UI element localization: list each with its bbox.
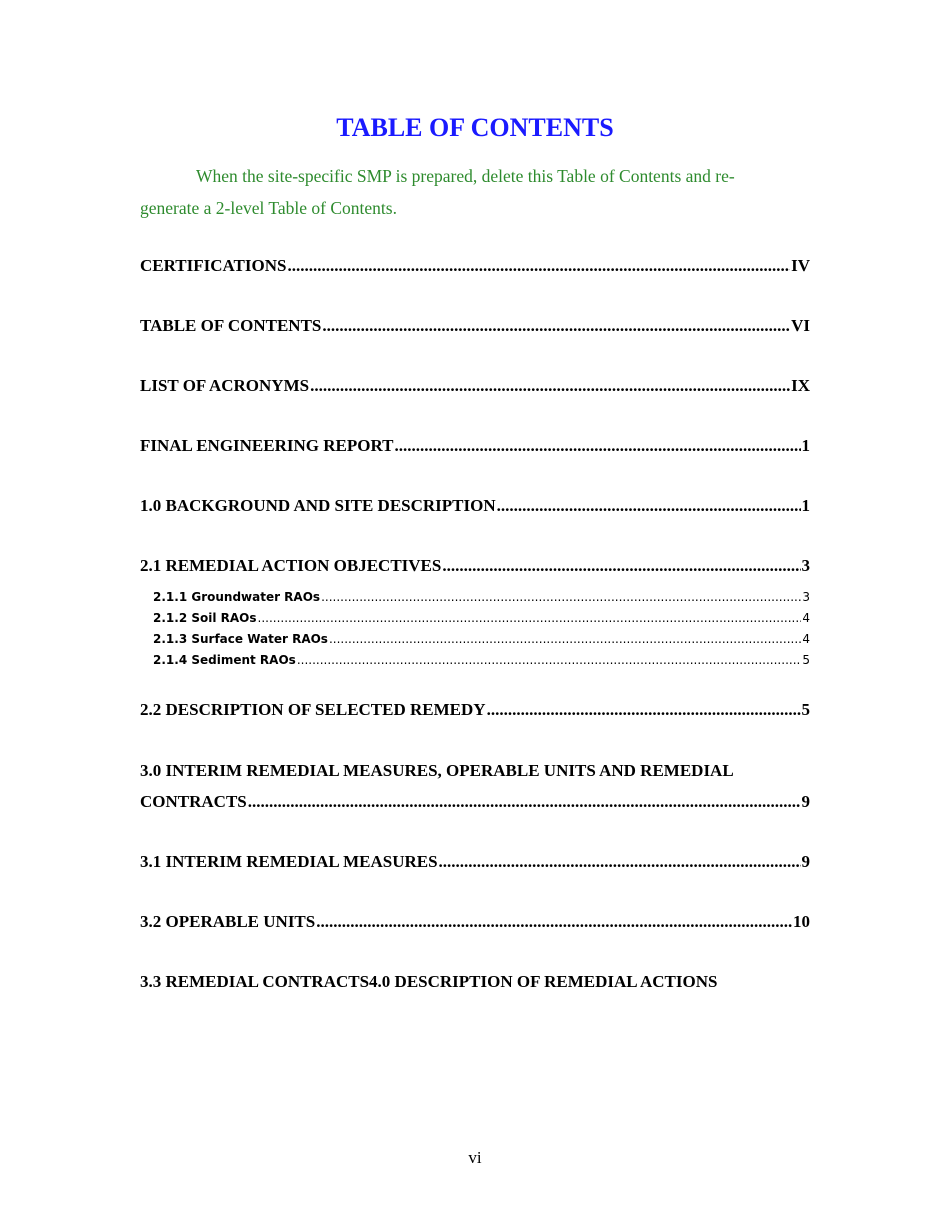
toc-subentry-soil-raos[interactable] <box>153 608 810 628</box>
toc-entry-background[interactable] <box>140 494 810 518</box>
toc-leader-dots <box>297 650 802 670</box>
toc-page-number: 3 <box>801 556 810 575</box>
toc-page-number: 3 <box>802 590 810 604</box>
toc-leader-dots <box>258 608 802 628</box>
toc-page-number: 4 <box>802 632 810 646</box>
toc-entry-interim-measures-heading-line2[interactable] <box>140 790 810 814</box>
toc-entry-label: CERTIFICATIONS <box>140 256 287 275</box>
toc-page-number: 10 <box>793 912 810 931</box>
footer-page-number: vi <box>468 1148 482 1167</box>
toc-leader-dots <box>310 374 790 398</box>
toc-subentry-label: 2.1.1 Groundwater RAOs <box>153 590 321 604</box>
toc-page-number: 9 <box>801 852 810 871</box>
toc-entry-certifications[interactable] <box>140 254 810 278</box>
toc-leader-dots <box>248 790 801 814</box>
toc-entry-interim-measures-heading-line1[interactable]: 3.0 INTERIM REMEDIAL MEASURES, OPERABLE UNITS AND REMEDIAL <box>140 761 734 780</box>
toc-leader-dots <box>442 554 800 578</box>
toc-entry-label: 3.1 INTERIM REMEDIAL MEASURES <box>140 852 438 871</box>
toc-leader-dots <box>287 254 790 278</box>
toc-subentry-label: 2.1.3 Surface Water RAOs <box>153 632 328 646</box>
toc-entry-selected-remedy[interactable] <box>140 698 810 722</box>
toc-entry-remedial-contracts[interactable]: 3.3 REMEDIAL CONTRACTS4.0 DESCRIPTION OF REMEDIAL ACTIONS <box>140 972 718 991</box>
toc-entry-label: TABLE OF CONTENTS <box>140 316 322 335</box>
toc-leader-dots <box>497 494 801 518</box>
toc-entry-label: LIST OF ACRONYMS <box>140 376 310 395</box>
toc-leader-dots <box>395 434 801 458</box>
toc-page-number: 1 <box>801 436 810 455</box>
toc-page-number: 4 <box>802 611 810 625</box>
toc-entry-label: FINAL ENGINEERING REPORT <box>140 436 394 455</box>
toc-entry-interim-remedial-measures[interactable] <box>140 850 810 874</box>
toc-leader-dots <box>316 910 792 934</box>
toc-entry-label: 1.0 BACKGROUND AND SITE DESCRIPTION <box>140 496 496 515</box>
toc-leader-dots <box>321 587 801 607</box>
toc-entry-label: 3.2 OPERABLE UNITS <box>140 912 316 931</box>
toc-entry-label: CONTRACTS <box>140 792 247 811</box>
toc-page-number: VI <box>791 316 810 335</box>
toc-page-number: 5 <box>801 700 810 719</box>
page-title: TABLE OF CONTENTS <box>336 113 614 142</box>
toc-page-number: 5 <box>802 653 810 667</box>
toc-page-number: 9 <box>801 792 810 811</box>
toc-entry-table-of-contents[interactable] <box>140 314 810 338</box>
toc-entry-final-engineering-report[interactable] <box>140 434 810 458</box>
toc-leader-dots <box>322 314 790 338</box>
toc-entry-label: 2.2 DESCRIPTION OF SELECTED REMEDY <box>140 700 486 719</box>
toc-subentry-label: 2.1.2 Soil RAOs <box>153 611 257 625</box>
toc-leader-dots <box>329 629 801 649</box>
toc-entry-label: 2.1 REMEDIAL ACTION OBJECTIVES <box>140 556 442 575</box>
toc-subentry-groundwater-raos[interactable] <box>153 587 810 607</box>
toc-leader-dots <box>439 850 801 874</box>
toc-page-number: IV <box>791 256 810 275</box>
toc-page-number: IX <box>791 376 810 395</box>
toc-subentry-label: 2.1.4 Sediment RAOs <box>153 653 296 667</box>
toc-page-number: 1 <box>801 496 810 515</box>
toc-subentry-surface-water-raos[interactable] <box>153 629 810 649</box>
toc-entry-remedial-action-objectives[interactable] <box>140 554 810 578</box>
instruction-note: When the site-specific SMP is prepared, delete this Table of Contents and re-generate a 2-level Table of Contents. <box>140 166 735 218</box>
toc-entry-list-of-acronyms[interactable] <box>140 374 810 398</box>
toc-leader-dots <box>487 698 801 722</box>
toc-subentry-sediment-raos[interactable] <box>153 650 810 670</box>
toc-entry-operable-units[interactable] <box>140 910 810 934</box>
